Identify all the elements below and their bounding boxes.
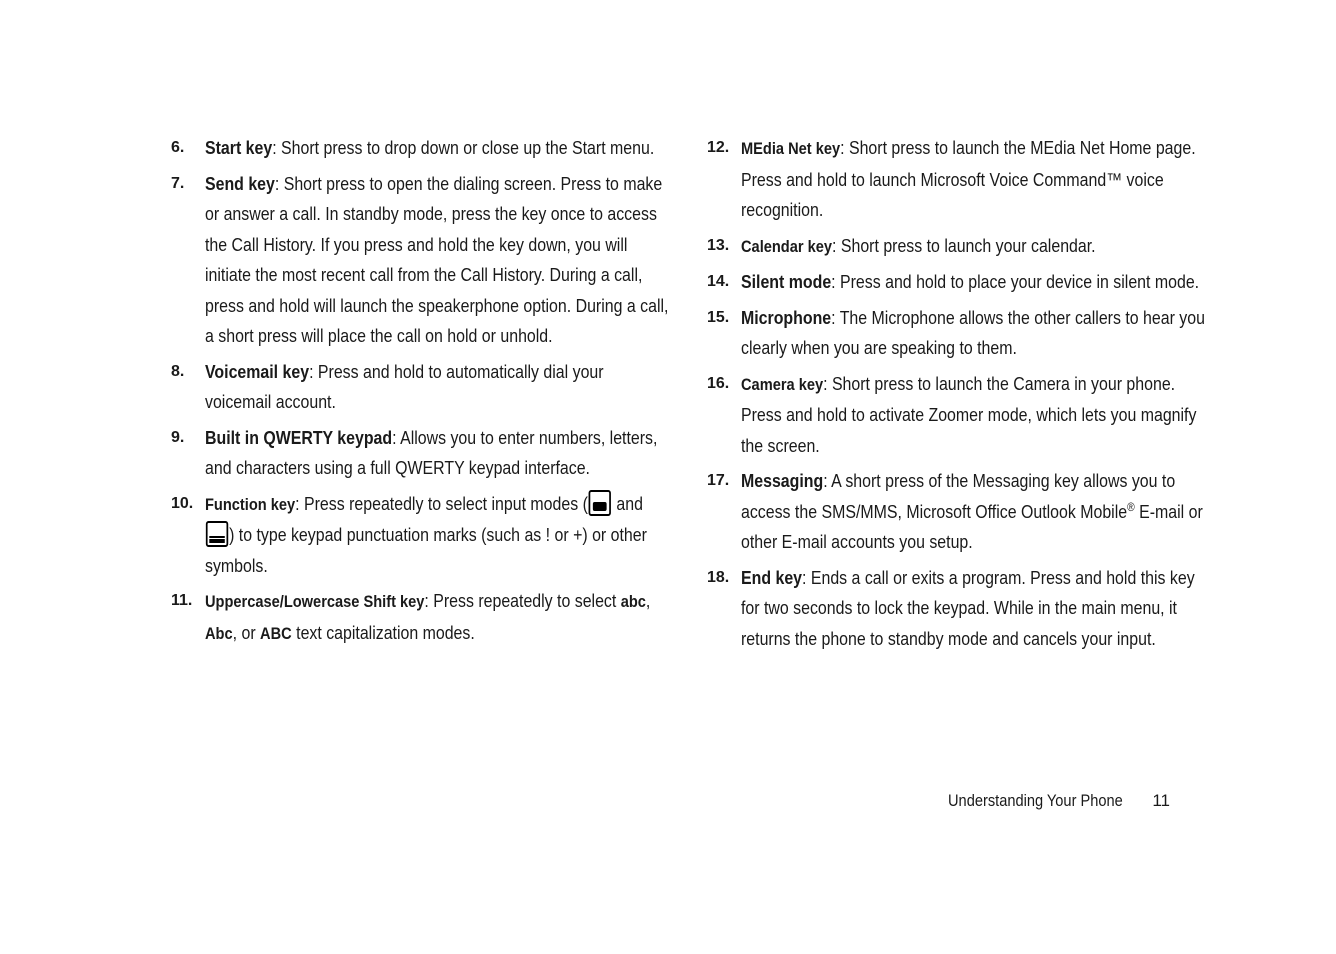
item-number: 10.: [171, 494, 194, 512]
registered-mark: ®: [1127, 499, 1135, 514]
item-term: MEdia Net key: [741, 139, 841, 158]
list-item: [707, 231, 1177, 263]
item-body: [741, 267, 1205, 298]
item-term: Built in QWERTY keypad: [205, 426, 393, 448]
list-item: [171, 133, 655, 164]
right-column: [707, 133, 1205, 659]
item-body: [205, 423, 669, 484]
item-term: Microphone: [741, 306, 832, 328]
mode-abc: abc: [620, 592, 646, 611]
item-body: [741, 231, 1205, 263]
item-text: ,: [645, 590, 651, 611]
item-number: 8.: [171, 362, 185, 380]
item-text: and: [611, 492, 643, 514]
item-term: Camera key: [741, 374, 824, 394]
item-body: [205, 357, 669, 418]
item-body: [741, 369, 1205, 462]
item-text: ) to type keypad punctuation marks (such as ! or +) or other symbols.: [205, 524, 647, 576]
item-body: [205, 489, 669, 582]
item-term: Calendar key: [741, 236, 833, 256]
item-term: Messaging: [741, 470, 824, 491]
mode-ABC: ABC: [260, 623, 292, 643]
item-text: , or: [232, 621, 261, 643]
list-item: [171, 357, 641, 418]
item-term: Uppercase/Lowercase Shift key: [205, 592, 425, 611]
item-body: [741, 303, 1205, 364]
item-text: : Short press to launch the MEdia Net Home page. Press and hold to launch Microsoft Voice Command™ voice recognition.: [741, 137, 1196, 220]
item-text: : Short press to drop down or close up the Start menu.: [272, 137, 655, 158]
mode-Abc: Abc: [205, 623, 233, 643]
item-text: : Press repeatedly to select: [424, 590, 621, 611]
item-number: 17.: [707, 472, 730, 489]
list-item: [707, 133, 1196, 226]
item-body: [205, 133, 669, 164]
item-text: : Short press to launch the Camera in your phone. Press and hold to activate Zoomer mode, which lets you magnify the screen.: [741, 372, 1197, 456]
item-body: [741, 466, 1205, 558]
page-number: 11: [1152, 791, 1170, 810]
item-number: 15.: [707, 308, 730, 326]
list-item: [171, 586, 651, 649]
list-item: [707, 563, 1195, 655]
item-body: [205, 169, 669, 352]
item-term: Silent mode: [741, 271, 832, 292]
item-number: 11.: [171, 592, 193, 609]
left-column: [171, 133, 669, 654]
list-item: [171, 169, 669, 352]
item-text: text capitalization modes.: [291, 621, 475, 643]
item-text: : Press and hold to place your device in silent mode.: [831, 271, 1200, 292]
item-text: E-mail or other E-mail accounts you setup.: [741, 500, 1203, 552]
item-body: [741, 133, 1205, 226]
item-number: 14.: [707, 273, 730, 290]
item-term: Send key: [205, 172, 275, 194]
item-term: Start key: [205, 137, 273, 158]
list-item: [707, 369, 1197, 462]
item-number: 7.: [171, 174, 185, 192]
list-item: [707, 303, 1205, 364]
page-footer: [948, 789, 1170, 813]
item-number: 13.: [707, 236, 730, 254]
list-item: [171, 489, 647, 582]
list-item: [707, 267, 1200, 298]
item-text: : Allows you to enter numbers, letters, and characters using a full QWERTY keypad interface.: [205, 426, 658, 478]
item-number: 18.: [707, 568, 730, 586]
item-text: : Short press to open the dialing screen. Press to make or answer a call. In standby mode, press the key once to access the Call History. If you press and hold the key down, you will initiate the most recent call from the Call History. During a call, press and hold will launch the speakerphone option. During a call, a short press will place the call on hold or unhold.: [205, 172, 669, 346]
symbol-key-icon: [206, 521, 228, 547]
item-text: : The Microphone allows the other callers to hear you clearly when you are speaking to them.: [741, 306, 1205, 358]
item-number: 9.: [171, 428, 185, 446]
item-text: : A short press of the Messaging key allows you to access the SMS/MMS, Microsoft Office Outlook Mobile: [741, 470, 1176, 522]
item-text: : Press and hold to automatically dial your voicemail account.: [205, 360, 604, 412]
item-text: : Short press to launch your calendar.: [832, 234, 1096, 256]
function-key-icon: [589, 490, 611, 516]
item-term: End key: [741, 566, 803, 588]
item-body: [205, 586, 669, 649]
item-number: 12.: [707, 139, 730, 156]
item-number: 16.: [707, 374, 730, 392]
item-number: 6.: [171, 139, 185, 156]
item-term: Function key: [205, 494, 296, 514]
list-item: [171, 423, 658, 484]
item-term: Voicemail key: [205, 360, 310, 382]
list-item: [707, 466, 1203, 558]
footer-section-title: Understanding Your Phone: [948, 791, 1123, 810]
item-text: : Press repeatedly to select input modes (: [295, 492, 588, 514]
item-text: : Ends a call or exits a program. Press and hold this key for two seconds to lock the keypad. While in the main menu, it returns the phone to standby mode and cancels your input.: [741, 566, 1195, 649]
item-body: [741, 563, 1205, 655]
